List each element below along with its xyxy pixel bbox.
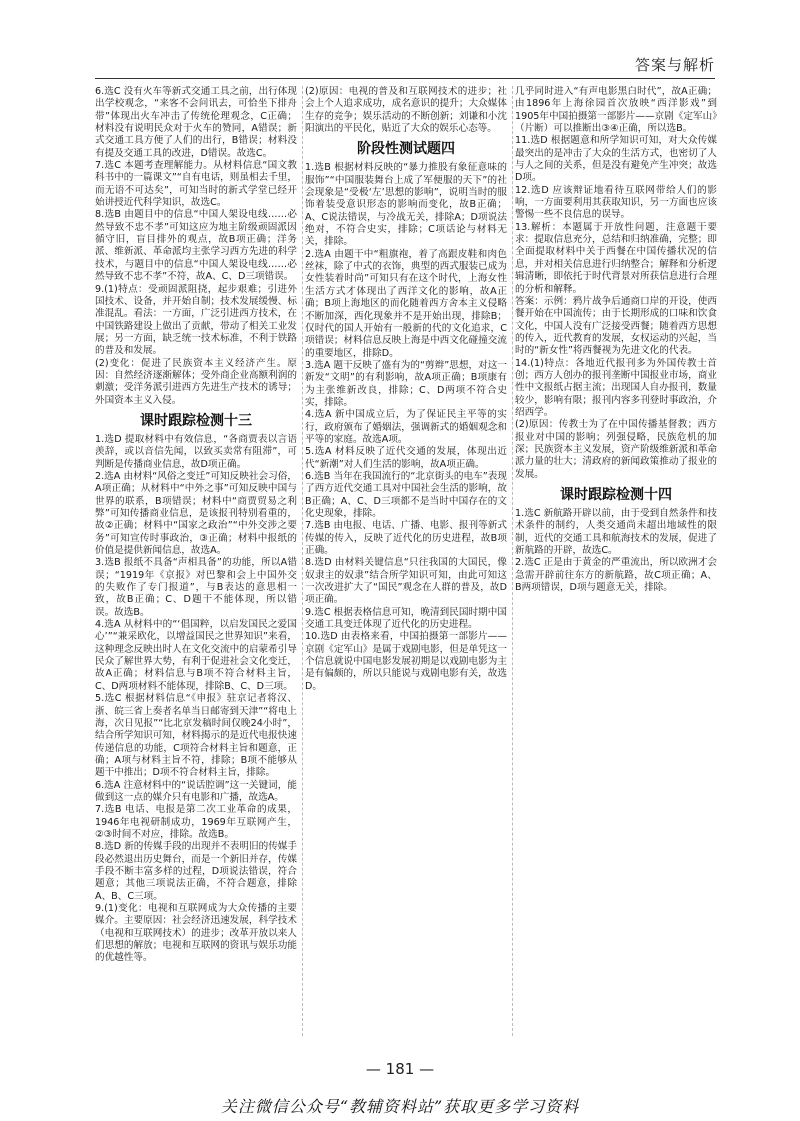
answer-item: 7.选C 本题考查理解能力。从材料信息“国文教科书中的一篇课文”“自有电话，则虽相去千里，而无语不可达矣”，可知当时的新式学堂已经开始讲授近代科学知识，故选C。 bbox=[95, 160, 297, 209]
section-heading-text: 课时跟踪检测十四 bbox=[560, 487, 672, 503]
answer-item: 4.选A 新中国成立后，为了保证民主平等的实行，政府颁布了婚姻法，强调新式的婚姻观念和平等的家庭。故选A项。 bbox=[305, 409, 507, 445]
column-3 bbox=[515, 86, 717, 1036]
answer-item: 2.选A 由材料“风俗之变迁”可知反映社会习俗，A项正确；从材料中“中外之事”可知反映中国与世界的联系，B项错误；材料中“商贾贸易之利弊”可知传播商业信息，是该报刊特别看重的，故②正确；材料中“国家之政治”“中外交涉之要务”可知宣传时事政治，③正确；材料中报纸的价值是提供新闻信息，故选A。 bbox=[95, 470, 297, 557]
answer-item: 1.选B 根据材料反映的“暴力推股有象征意味的服饰”“中国服装舞台上成了军便服的天下”的社会现象是“受极‘左’思想的影响”，说明当时的服饰着装受意识形态的影响而变化，故B正确；A、C说法错误，与冷战无关，排除A；D项说法绝对，不符合史实，排除；C项话论与材料无关，排除。 bbox=[305, 162, 507, 248]
answer-item: 1.选C 新航路开辟以前，由于受到自然条件和技术条件的制约，人类交通尚未超出地域性的限制，近代的交通工具和航海技术的发展，促进了新航路的开辟，故选C。 bbox=[515, 508, 717, 557]
section-heading bbox=[305, 139, 507, 159]
column-1 bbox=[95, 86, 297, 1036]
answer-item: 6.选B 当年在我国流行的“北京街头的电车”表现了西方近代交通工具对中国社会生活的影响，故B正确；A、C、D三项都不是当时中国存在的文化史现象，排除。 bbox=[305, 470, 507, 519]
answer-item: 14.(1)特点：各地近代报刊多为外国传教士首创；西方人创办的报刊垄断中国报业市场，商业性中文报纸占据主流；出现国人自办报刊，数量较少，影响有限；报刊内容多刊登时事政治，介绍西学。 bbox=[515, 357, 717, 418]
page-header bbox=[95, 52, 715, 79]
answer-item: 1.选D 提取材料中有效信息，“各商贾表以言语羡辞，或以音信先闻，以致买卖常有阻滞”，可判断是传播商业信息，故D项正确。 bbox=[95, 433, 297, 470]
answer-item: 8.选D 新的传媒手段的出现并不表明旧的传媒手段必然退出历史舞台，而是一个新旧并存，传媒手段不断丰富多样的过程，D项说法错误，符合题意；其他三项说法正确，不符合题意，排除A、B、C三项。 bbox=[95, 841, 297, 902]
answer-item: 12.选D 应该辩证地看待互联网带给人们的影响，一方面要利用其获取知识，另一方面也应该警惕一些不良信息的误导。 bbox=[515, 184, 717, 221]
answer-item: 9.(1)特点：受顽固派阻挠，起步艰难；引进外国技术、设备，并开始自制；技术发展缓慢、标准混乱。看法：一方面，广泛引进西方技术，在中国铁路建设上做出了贡献，带动了相关工业发展；另一方面，缺乏统一技术标准，不利于铁路的普及和发展。 bbox=[95, 283, 297, 357]
answer-item: 7.选B 由电报、电话、广播、电影、报刊等新式传媒的传入，反映了近代化的历史进程，故B项正确。 bbox=[305, 520, 507, 557]
answer-item: 6.选C 没有火车等新式交通工具之前，出行体现出学校观念，“来客不会问讯去，可恰坐下排舟带”体现出火车冲击了传统伦理观念，C正确；材料没有说明民众对于火车的赞同，A错误；新式交通工具方便了人们的出行，B错误；材料没有提及交通工具的改进，D错误。故选C。 bbox=[95, 86, 297, 159]
answer-item: 3.选A 题干反映了盛有为的“剪辫”思想，对这一新发“文明”的有利影响，故A项正确；B项康有为主张维新改良，排除；C、D两项不符合史实，排除。 bbox=[305, 359, 507, 408]
column-divider bbox=[302, 86, 303, 1036]
section-heading-text: 课时跟踪检测十三 bbox=[140, 412, 252, 429]
column-divider bbox=[512, 86, 513, 1036]
answer-item: (2)变化：促进了民族资本主义经济产生。原因：自然经济逐渐解体；受外商企业高额利润的刺激；受洋务派引进西方先进生产技术的诱导；外国资本主义入侵。 bbox=[95, 357, 297, 406]
answer-item: (2)原因：传教士为了在中国传播基督教；西方报业对中国的影响；列强侵略，民族危机的加深；民族资本主义发展，资产阶级维新派和革命派力量的壮大；清政府的新闻政策推动了报业的发展。 bbox=[515, 419, 717, 480]
answer-item: 几乎同时进入“有声电影黑白时代”，故A正确；由1896年上海徐园首次放映“西洋影戏”到1905年中国拍摄第一部影片——京剧《定军山》（片断）可以推断出③④正确，所以选B。 bbox=[515, 86, 717, 135]
section-heading-text: 阶段性测试题四 bbox=[357, 141, 455, 158]
answer-item: 9.选C 根据表格信息可知，晚清到民国时期中国交通工具变迁体现了近代化的历史进程。 bbox=[305, 606, 507, 631]
answer-item: 2.选C 正是由于黄金的严重流出，所以欧洲才会急需开辟前往东方的新航路，故C项正确；A、B两项错误，D项与题意无关，排除。 bbox=[515, 557, 717, 594]
answer-item: 答案：示例：鸦片战争后通商口岸的开设，使西餐开始在中国流传；由于长期形成的口味和饮食文化，中国人没有广泛接受西餐；随着西方思想的传入，近代教育的发展，女权运动的兴起，当时的“新女性”将西餐视为先进文化的代表。 bbox=[515, 295, 717, 357]
answer-item: 6.选A 注意材料中的“说话腔调”这一关键词，能做到这一点的媒介只有电影和广播，故选A。 bbox=[95, 779, 297, 803]
answer-item: 3.选B 报纸不具备“声相具备”的功能，所以A错误；“1919年《京报》对巴黎和会上中国外交的失败作了专门报道”，与B表达的意思相一致，故B正确；C、D题干不能体现，所以错误。故选B。 bbox=[95, 557, 297, 618]
section-title: 答案与解析 bbox=[634, 56, 715, 74]
column-2 bbox=[305, 86, 507, 1036]
answer-item: 8.选B 由题目中的信息“中国人架设电线……必然导致不忠不孝”可知这应为地主阶级顽固派因循守旧，盲目排外的观点，故B项正确；洋务派、维新派、革命派均主张学习西方先进的科学技术，与题目中的信息“中国人架设电线……必然导致不忠不孝”不符，故A、C、D三项错误。 bbox=[95, 209, 297, 283]
page-number: — 181 — bbox=[365, 1060, 435, 1078]
answer-item: 8.选D 由材料关键信息“只往我国的大国民，像奴隶主的奴隶”结合所学知识可知，由此可知这一次改进扩大了“国民”观念在人群的普及，故D项正确。 bbox=[305, 557, 507, 606]
answer-item: (2)原因：电视的普及和互联网技术的进步；社会上个人追求成功，成名意识的提升；大众媒体生存的竞争；娱乐活动的不断创新；刘谦和小沈阳演出的平民化，贴近了大众的娱乐心态等。 bbox=[305, 86, 507, 135]
answer-page bbox=[95, 86, 720, 1036]
answer-item: 10.选D 由表格来看，中国拍摄第一部影片——京剧《定军山》是属于戏剧电影，但是单凭这一个信息就说中国电影发展初期是以戏剧电影为主是有偏颇的，所以只能说与戏剧电影有关，故选D。 bbox=[305, 631, 507, 692]
answer-item: 13.解析：本题属于开放性问题，注意题干要求：提取信息充分，总结和归纳准确，完整；即全面提取材料中关于西餐在中国传播状况的信息，并对相关信息进行归纳整合；解释和分析逻辑清晰，即依托于时代背景对所获信息进行合理的分析和解释。 bbox=[515, 221, 717, 295]
answer-item: 4.选A 从材料中的“‘倡国粹，以启发国民之爱国心’”“兼采欧化，以增益国民之世界知识”来看，这种理念反映出时人在文化交流中的启蒙希引导民众了解世界大势，有利于促进社会文化变迁，故A正确；材料信息与B项不符合材料主旨，C、D两项材料不能体现，排除B、C、D三项。 bbox=[95, 619, 297, 692]
answer-item: 7.选B 电话、电报是第二次工业革命的成果，1946年电视研制成功，1969年互联网产生，②③时间不对应，排除。故选B。 bbox=[95, 804, 297, 840]
section-heading bbox=[95, 411, 297, 431]
answer-item: 5.选A 材料反映了近代交通的发展，体现出近代“新潮”对人们生活的影响，故A项正确。 bbox=[305, 446, 507, 470]
answer-item: 5.选C 根据材料信息“《申报》驻京记者将汉、浙、皖三省上奏者名单当日邮寄到天津”“将电上海，次日见报”“比北京发稿时间仅晚24小时”，结合所学知识可知，材料揭示的是近代电报快速传递信息的功能，C项符合材料主旨和题意，正确；A项与材料主旨不符，排除；B项不能够从题干中推出；D项不符合材料主旨，排除。 bbox=[95, 693, 297, 779]
answer-item: 9.(1)变化：电视和互联网成为大众传播的主要媒介。主要原因：社会经济迅速发展，科学技术（电视和互联网技术）的进步；改革开放以来人们思想的解放；电视和互联网的资讯与娱乐功能的优越性等。 bbox=[95, 903, 297, 964]
footer-promo: 关注微信公众号“教辅资料站”获取更多学习资料 bbox=[220, 1097, 580, 1116]
section-heading bbox=[515, 485, 717, 505]
answer-item: 2.选A 由题干中“粗旗袍，着了高跟皮鞋和肉色丝袜，除了中式的衣饰，典型的西式服装已成为女性装着时尚”可知只有在这个时代，上海女性生活方式才体现出了西洋文化的影响，故A正确；B项上海地区的而化随着西方舍本主义侵略不断加深，西化现象并不是开始出现，排除B；仅时代的国人开始有一般新的代的文化追求，C项错误；材料信息反映上海是中西文化碰撞交流的重要地区，排除D。 bbox=[305, 248, 507, 359]
answer-item: 11.选D 根据题意和所学知识可知，对大众传媒最突出的是冲击了大众的生活方式，也密切了人与人之间的关系，但是没有避免产生冲突；故选D项。 bbox=[515, 135, 717, 184]
